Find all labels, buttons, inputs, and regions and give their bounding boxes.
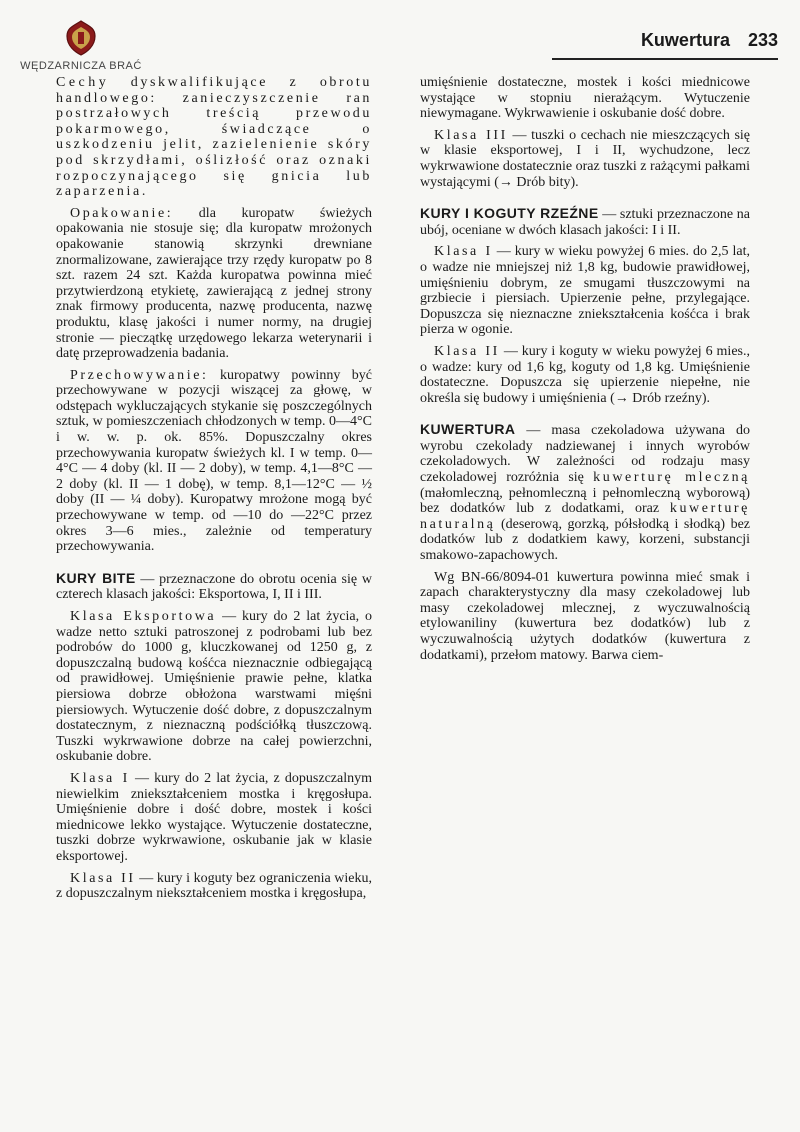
- term: kuwerturę naturalną: [420, 501, 750, 532]
- paragraph-text: dla kuropatw świeżych opakowania nie stosuje się; dla kuropatw mrożonych opakowanie stanowią skrzynki drewniane znormalizowane, zawierające trzy rzędy kuropatw po 8 szt. razem 24 szt. Każda kuropatwa powinna mieć przytwierdzoną etykietę, zawierającą z jednej strony znak firmowy producenta, nazwę producenta, nazwę produktu, klasę jakości i numer normy, na drugiej stronie — pieczątkę urzędowego lekarza weterynarii i datę przeprowadzenia badania.: [56, 205, 372, 362]
- paragraph: [420, 206, 750, 238]
- section-label: Klasa II: [70, 870, 136, 886]
- paragraph-text: (małomleczną, pełnomleczną i pełnomleczną wyborową) bez dodatków lub z dodatkami, oraz: [420, 485, 750, 517]
- logo-text: WĘDZARNICZA BRAĆ: [20, 60, 142, 72]
- paragraph: [56, 771, 372, 865]
- paragraph: [420, 244, 750, 338]
- paragraph-text: — kury w wieku powyżej 6 mies. do 2,5 lat, o wadze nie mniejszej niż 1,8 kg, budowie prawidłowej, umięśnieniu dobrym, ze smugami tłuszczowymi na grzbiecie i piersiach. Upierzenie pełne, przylegające. Dopuszcza się nieznaczne zniekształcenia kośćca i brak pierza w ogonie.: [420, 244, 750, 338]
- paragraph: [56, 571, 372, 603]
- paragraph: [420, 128, 750, 190]
- entry-heading: KURY BITE: [56, 569, 136, 586]
- entry-heading: KUWERTURA: [420, 421, 516, 438]
- paragraph: [56, 609, 372, 765]
- section-label: Cechy: [56, 75, 110, 90]
- running-head: [641, 30, 778, 51]
- paragraph-text: dyskwalifikujące z obrotu handlowego: zanieczyszczenie ran postrzałowych treścią przewodu pokarmowego, świadczące o uszkodzeniu jelit, zazielenienie skóry pod skrzydłami, oślizłość oraz oznaki rozpoczynającego się gnicia lub zaparzenia.: [56, 75, 372, 200]
- section-label: Klasa I: [70, 770, 130, 786]
- section-label: Przechowywanie:: [70, 367, 209, 383]
- paragraph: [56, 871, 372, 902]
- paragraph: [420, 75, 750, 122]
- paragraph-text: — kury do 2 lat życia, z dopuszczalnym niewielkim zniekształceniem mostka i kręgosłupa. Umięśnienie dobre i dość dobre, mostek i kości miednicowe lekko wystające. Wytuczenie dostateczne, tuszki dobrze wykrwawione, oskubanie jak w klasie eksportowej.: [56, 770, 372, 864]
- paragraph: [420, 344, 750, 406]
- paragraph-text: — kury do 2 lat życia, o wadze netto sztuki patroszonej z podrobami lub bez podrobów do 1000 g, kluczkowanej od 1250 g, z dopuszczalną budową kośćca nieznacznie odbiegającą od prawidłowej. Umięśnienie prawie pełne, klatka piersiowa dobrze obłożona warstwami mięśni piersiowych. Wytuczenie dość dobre, z dopuszczalnym dostatecznym, z nieznaczną podściółką tłuszczową. Tuszki wykrwawione dobrze na całej powierzchni, oskubanie dobre.: [56, 609, 373, 765]
- left-column: [56, 75, 372, 908]
- paragraph-text: Wg BN-66/8094-01 kuwertura powinna mieć smak i zapach charakterystyczny dla masy czekoladowej lub masy czekoladowej mlecznej, z wyczuwalnością etylowaniliny (kuwertura bez dodatków) lub z wyczuwalnością użytych dodatków (kuwertura z dodatkami), przełom matowy. Barwa ciem-: [420, 569, 750, 663]
- crest-icon: [61, 18, 101, 58]
- paragraph-text: kuropatwy powinny być przechowywane w pozycji wiszącej za głowę, w odstępach wykluczających stykanie się poszczególnych sztuk, w pomieszczeniach chłodzonych w temp. 0—4°C i w. w. p. ok. 85%. Dopuszczalny okres przechowywania kuropatw świeżych kl. I w temp. 0—4°C — 4 doby (kl. II — 2 doby), w temp. 4,1—8°C — 2 doby (kl. II — 1 dobę), w temp. 8,1—12°C — ½ doby (II — ¼ doby). Kuropatwy mrożone mogą być przechowywane w temp. od —10 do —22°C przez okres 3—6 mies., zależnie od temperatury przechowywania.: [56, 367, 372, 555]
- paragraph-text: — masa czekoladowa używana do wyrobu czekolady nadziewanej i innych wyrobów czekoladowych. W zależności od rodzaju masy czekoladowej rozróżnia się: [420, 423, 750, 486]
- paragraph-text: — kury i koguty w wieku powyżej 6 mies., o wadze: kury od 1,6 kg, koguty od 1,8 kg. Umięśnienie dostateczne. Dopuszcza się upierzenie niepełne, nie określa się budowy i umięśnienia (→ Drób rzeźny).: [420, 343, 750, 406]
- right-column: [420, 75, 750, 669]
- section-label: Klasa Eksportowa: [70, 609, 217, 624]
- paragraph-text: (deserową, gorzką, półsłodką i słodką) bez dodatków lub z dodatkiem kawy, korzeni, substancji smakowo-zapachowych.: [420, 516, 750, 564]
- paragraph-text: umięśnienie dostateczne, mostek i kości miednicowe wystające w stopniu nierażącym. Wytuczenie niewymagane. Wykrwawienie i oskubanie dość dobre.: [420, 75, 750, 122]
- publisher-logo: [16, 18, 146, 80]
- page-header: [0, 18, 800, 76]
- paragraph: [56, 206, 372, 362]
- paragraph: [56, 368, 372, 555]
- header-rule: [552, 58, 778, 60]
- section-label: Klasa I: [434, 244, 493, 260]
- section-label: Opakowanie:: [70, 205, 174, 221]
- page-number: 233: [747, 30, 778, 50]
- term: kuwerturę mleczną: [593, 470, 750, 486]
- paragraph-text: — tuszki o cechach nie mieszczących się w klasie eksportowej, I i II, wychudzone, lecz wykrwawione dostatecznie oraz tuszki z rażącymi pałkami wystającymi (→ Drób bity).: [420, 127, 751, 190]
- paragraph: [420, 422, 750, 563]
- entry-heading: KURY I KOGUTY RZEŹNE: [420, 205, 599, 222]
- entry-title: Kuwertura: [640, 30, 730, 50]
- paragraph-text: — sztuki przeznaczone na ubój, oceniane w dwóch klasach jakości: I i II.: [420, 207, 750, 238]
- section-label: Klasa III: [434, 127, 508, 143]
- paragraph-text: — przeznaczone do obrotu ocenia się w czterech klasach jakości: Eksportowa, I, II i III.: [56, 571, 373, 603]
- paragraph: [56, 75, 372, 200]
- paragraph: [420, 570, 750, 664]
- paragraph-text: — kury i koguty bez ograniczenia wieku, z dopuszczalnym niekształceniem mostka i kręgosłupa,: [56, 870, 372, 902]
- section-label: Klasa II: [434, 343, 500, 359]
